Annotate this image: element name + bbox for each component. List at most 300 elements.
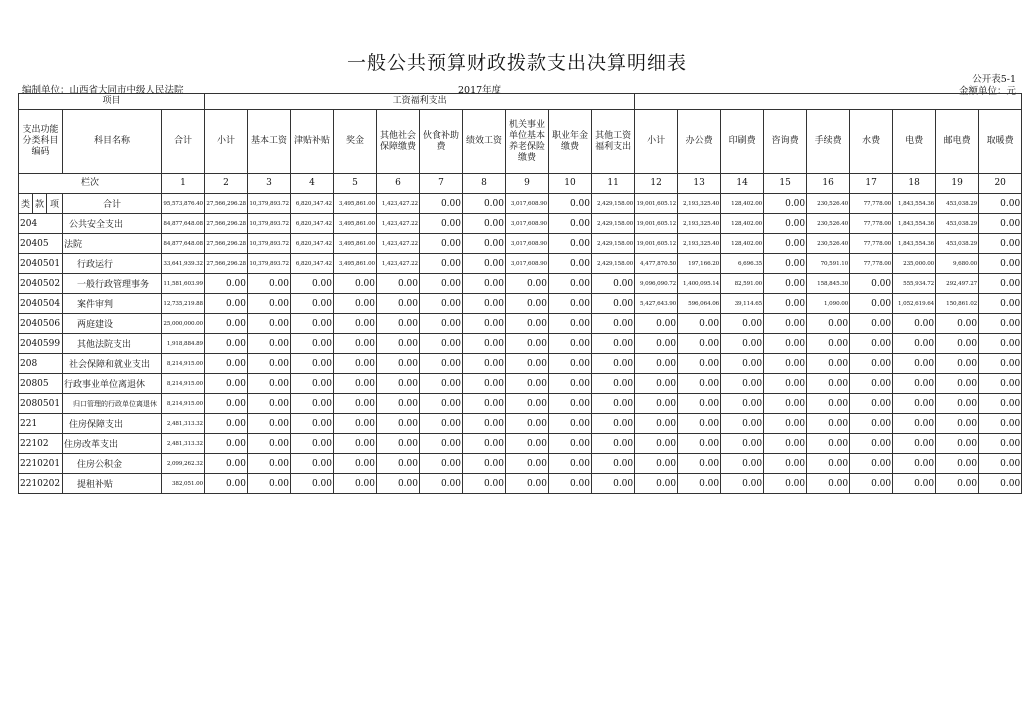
- amount-cell: 0.00: [979, 294, 1022, 314]
- amount-cell: 0.00: [248, 274, 291, 294]
- amount-cell: 0.00: [592, 274, 635, 294]
- amount-cell: 0.00: [850, 334, 893, 354]
- amount-cell: 77,778.00: [850, 234, 893, 254]
- subject-code: 20805: [19, 374, 63, 394]
- amount-cell: 3,017,608.90: [506, 194, 549, 214]
- col-number-13: 13: [678, 174, 721, 194]
- amount-cell: 230,526.40: [807, 234, 850, 254]
- amount-cell: 0.00: [850, 274, 893, 294]
- amount-cell: 0.00: [549, 474, 592, 494]
- amount-cell: 0.00: [979, 374, 1022, 394]
- amount-cell: 0.00: [979, 334, 1022, 354]
- subject-code: 22102: [19, 434, 63, 454]
- amount-cell: 382,051.00: [162, 474, 205, 494]
- amount-cell: 0.00: [592, 434, 635, 454]
- amount-cell: 0.00: [420, 294, 463, 314]
- amount-cell: 8,214,915.00: [162, 354, 205, 374]
- amount-cell: 453,038.29: [936, 234, 979, 254]
- header-col-5: 奖金: [334, 110, 377, 174]
- col-number-19: 19: [936, 174, 979, 194]
- amount-cell: 19,001,605.12: [635, 234, 678, 254]
- amount-cell: 77,778.00: [850, 254, 893, 274]
- subject-code: 2040504: [19, 294, 63, 314]
- col-number-10: 10: [549, 174, 592, 194]
- subject-name: 提租补贴: [63, 474, 162, 494]
- amount-cell: 0.00: [463, 274, 506, 294]
- amount-cell: 0.00: [979, 254, 1022, 274]
- amount-cell: 0.00: [463, 474, 506, 494]
- subject-code: 2040506: [19, 314, 63, 334]
- amount-cell: 1,843,554.36: [893, 194, 936, 214]
- header-subject-name: 科目名称: [63, 110, 162, 174]
- amount-cell: 0.00: [936, 454, 979, 474]
- subject-name: 住房保障支出: [63, 414, 162, 434]
- amount-cell: 0.00: [506, 394, 549, 414]
- amount-cell: 0.00: [291, 454, 334, 474]
- header-col-12: 小计: [635, 110, 678, 174]
- amount-cell: 0.00: [506, 474, 549, 494]
- amount-cell: 1,423,427.22: [377, 254, 420, 274]
- amount-cell: 0.00: [764, 474, 807, 494]
- header-welfare-group: 工资福利支出: [205, 94, 635, 110]
- amount-cell: 0.00: [979, 214, 1022, 234]
- amount-cell: 0.00: [420, 334, 463, 354]
- amount-cell: 0.00: [205, 454, 248, 474]
- col-number-2: 2: [205, 174, 248, 194]
- amount-cell: 4,477,870.50: [635, 254, 678, 274]
- amount-cell: 0.00: [463, 374, 506, 394]
- table-row: [19, 214, 1022, 234]
- amount-cell: 0.00: [248, 414, 291, 434]
- subject-name: 案件审判: [63, 294, 162, 314]
- table-row: [19, 254, 1022, 274]
- amount-cell: 0.00: [506, 274, 549, 294]
- amount-cell: 0.00: [420, 354, 463, 374]
- amount-cell: 27,566,296.28: [205, 234, 248, 254]
- amount-cell: 1,090.00: [807, 294, 850, 314]
- fiscal-year: 2017年度: [458, 85, 502, 96]
- amount-cell: 0.00: [721, 314, 764, 334]
- amount-cell: 0.00: [549, 274, 592, 294]
- amount-cell: 0.00: [334, 294, 377, 314]
- amount-cell: 0.00: [506, 434, 549, 454]
- amount-cell: 0.00: [205, 474, 248, 494]
- amount-cell: 0.00: [549, 374, 592, 394]
- amount-cell: 1,400,095.14: [678, 274, 721, 294]
- amount-cell: 0.00: [205, 394, 248, 414]
- amount-cell: 0.00: [592, 414, 635, 434]
- amount-cell: 0.00: [936, 434, 979, 454]
- amount-cell: 0.00: [936, 414, 979, 434]
- amount-cell: 0.00: [592, 474, 635, 494]
- amount-cell: 0.00: [506, 294, 549, 314]
- amount-cell: 84,877,648.08: [162, 234, 205, 254]
- table-row: [19, 474, 1022, 494]
- subject-code: 2040502: [19, 274, 63, 294]
- header-col-6: 其他社会保障缴费: [377, 110, 420, 174]
- amount-cell: 555,934.72: [893, 274, 936, 294]
- amount-cell: 0.00: [850, 314, 893, 334]
- amount-cell: 0.00: [764, 194, 807, 214]
- amount-cell: 0.00: [291, 434, 334, 454]
- subject-name: 归口管理的行政单位离退休: [63, 394, 162, 414]
- amount-cell: 0.00: [979, 454, 1022, 474]
- amount-cell: 0.00: [549, 334, 592, 354]
- amount-cell: 0.00: [807, 414, 850, 434]
- amount-cell: 5,427,643.90: [635, 294, 678, 314]
- amount-cell: 0.00: [420, 394, 463, 414]
- amount-cell: 1,052,619.64: [893, 294, 936, 314]
- amount-cell: 0.00: [248, 434, 291, 454]
- table-row: [19, 274, 1022, 294]
- amount-cell: 2,481,313.32: [162, 414, 205, 434]
- amount-cell: 0.00: [635, 354, 678, 374]
- amount-cell: 0.00: [764, 354, 807, 374]
- amount-cell: 0.00: [205, 434, 248, 454]
- amount-cell: 0.00: [979, 274, 1022, 294]
- amount-cell: 0.00: [850, 474, 893, 494]
- amount-cell: 0.00: [334, 334, 377, 354]
- amount-cell: 0.00: [764, 294, 807, 314]
- amount-cell: 19,001,605.12: [635, 214, 678, 234]
- amount-cell: 1,843,554.36: [893, 234, 936, 254]
- amount-cell: 0.00: [291, 414, 334, 434]
- col-number-12: 12: [635, 174, 678, 194]
- header-col-11: 其他工资福利支出: [592, 110, 635, 174]
- amount-cell: 0.00: [850, 374, 893, 394]
- header-col-16: 手续费: [807, 110, 850, 174]
- amount-cell: 0.00: [592, 454, 635, 474]
- amount-cell: 0.00: [377, 374, 420, 394]
- amount-cell: 0.00: [721, 454, 764, 474]
- header-blank-group: [635, 94, 1022, 110]
- amount-cell: 0.00: [635, 434, 678, 454]
- amount-cell: 0.00: [420, 314, 463, 334]
- subject-name: 两庭建设: [63, 314, 162, 334]
- subject-code: 208: [19, 354, 63, 374]
- amount-cell: 0.00: [979, 434, 1022, 454]
- col-number-7: 7: [420, 174, 463, 194]
- amount-cell: 0.00: [506, 354, 549, 374]
- amount-cell: 0.00: [291, 394, 334, 414]
- amount-cell: 0.00: [205, 334, 248, 354]
- subject-name: 住房改革支出: [63, 434, 162, 454]
- subject-code: 2210202: [19, 474, 63, 494]
- table-row: [19, 414, 1022, 434]
- amount-cell: 0.00: [334, 374, 377, 394]
- amount-cell: 0.00: [549, 414, 592, 434]
- amount-cell: 0.00: [678, 314, 721, 334]
- amount-cell: 0.00: [936, 474, 979, 494]
- amount-cell: 0.00: [721, 334, 764, 354]
- header-col-7: 伙食补助费: [420, 110, 463, 174]
- amount-cell: 0.00: [592, 354, 635, 374]
- amount-cell: 2,193,325.40: [678, 234, 721, 254]
- amount-cell: 0.00: [678, 394, 721, 414]
- amount-cell: 0.00: [893, 454, 936, 474]
- col-number-6: 6: [377, 174, 420, 194]
- amount-cell: 0.00: [807, 454, 850, 474]
- header-col-19: 邮电费: [936, 110, 979, 174]
- amount-cell: 0.00: [764, 394, 807, 414]
- amount-cell: 0.00: [334, 314, 377, 334]
- amount-cell: 0.00: [764, 214, 807, 234]
- amount-cell: 0.00: [721, 394, 764, 414]
- header-col-14: 印刷费: [721, 110, 764, 174]
- expenditure-detail-table: [18, 93, 1022, 494]
- amount-cell: 0.00: [334, 354, 377, 374]
- subject-name: 其他法院支出: [63, 334, 162, 354]
- table-row: [19, 454, 1022, 474]
- report-title: 一般公共预算财政拨款支出决算明细表: [346, 52, 687, 74]
- amount-cell: 0.00: [377, 294, 420, 314]
- amount-cell: 0.00: [377, 314, 420, 334]
- amount-cell: 0.00: [463, 314, 506, 334]
- compiling-unit: 编制单位：山西省大同市中级人民法院: [22, 85, 184, 96]
- amount-cell: 0.00: [721, 374, 764, 394]
- subject-name: 行政事业单位离退休: [63, 374, 162, 394]
- subject-code: 20405: [19, 234, 63, 254]
- amount-cell: 128,402.00: [721, 194, 764, 214]
- amount-cell: 0.00: [592, 314, 635, 334]
- amount-cell: 0.00: [334, 274, 377, 294]
- amount-cell: 2,099,262.32: [162, 454, 205, 474]
- amount-cell: 453,038.29: [936, 214, 979, 234]
- amount-cell: 0.00: [678, 354, 721, 374]
- amount-cell: 0.00: [248, 314, 291, 334]
- amount-cell: 10,379,893.72: [248, 214, 291, 234]
- header-col-18: 电费: [893, 110, 936, 174]
- amount-cell: 230,526.40: [807, 214, 850, 234]
- amount-cell: 2,429,158.00: [592, 234, 635, 254]
- amount-cell: 25,000,000.00: [162, 314, 205, 334]
- amount-cell: 0.00: [893, 414, 936, 434]
- amount-cell: 0.00: [463, 354, 506, 374]
- amount-cell: 1,423,427.22: [377, 194, 420, 214]
- table-row: [19, 374, 1022, 394]
- amount-cell: 0.00: [248, 454, 291, 474]
- amount-cell: 3,017,608.90: [506, 214, 549, 234]
- amount-cell: 0.00: [936, 394, 979, 414]
- amount-cell: 0.00: [807, 474, 850, 494]
- amount-cell: 0.00: [893, 314, 936, 334]
- amount-cell: 292,497.27: [936, 274, 979, 294]
- amount-cell: 27,566,296.28: [205, 194, 248, 214]
- amount-cell: 0.00: [936, 334, 979, 354]
- subject-name: 公共安全支出: [63, 214, 162, 234]
- amount-cell: 0.00: [635, 454, 678, 474]
- amount-cell: 0.00: [205, 274, 248, 294]
- amount-cell: 0.00: [721, 434, 764, 454]
- amount-cell: 2,429,158.00: [592, 214, 635, 234]
- amount-cell: 0.00: [764, 374, 807, 394]
- amount-cell: 3,495,861.00: [334, 254, 377, 274]
- amount-cell: 0.00: [291, 474, 334, 494]
- amount-cell: 0.00: [635, 314, 678, 334]
- amount-cell: 0.00: [377, 434, 420, 454]
- header-col-8: 绩效工资: [463, 110, 506, 174]
- amount-cell: 0.00: [850, 294, 893, 314]
- amount-unit: 金额单位：元: [958, 86, 1016, 97]
- amount-cell: 0.00: [893, 394, 936, 414]
- amount-cell: 77,778.00: [850, 194, 893, 214]
- col-number-8: 8: [463, 174, 506, 194]
- amount-cell: 0.00: [721, 414, 764, 434]
- amount-cell: 0.00: [635, 334, 678, 354]
- amount-cell: 0.00: [807, 334, 850, 354]
- table-row: [19, 334, 1022, 354]
- amount-cell: 0.00: [377, 354, 420, 374]
- amount-cell: 0.00: [377, 334, 420, 354]
- header-col-3: 基本工资: [248, 110, 291, 174]
- amount-cell: 0.00: [678, 414, 721, 434]
- amount-cell: 128,402.00: [721, 214, 764, 234]
- amount-cell: 0.00: [205, 294, 248, 314]
- header-xiangmu: 项目: [19, 94, 205, 110]
- amount-cell: 0.00: [764, 434, 807, 454]
- amount-cell: 9,096,090.72: [635, 274, 678, 294]
- header-col-9: 机关事业单位基本养老保险缴费: [506, 110, 549, 174]
- header-col-17: 水费: [850, 110, 893, 174]
- subject-code: 204: [19, 214, 63, 234]
- amount-cell: 8,214,915.00: [162, 394, 205, 414]
- subject-name: 一般行政管理事务: [63, 274, 162, 294]
- amount-cell: 0.00: [678, 334, 721, 354]
- amount-cell: 2,429,158.00: [592, 254, 635, 274]
- amount-cell: 0.00: [420, 434, 463, 454]
- amount-cell: 0.00: [678, 374, 721, 394]
- amount-cell: 2,481,313.32: [162, 434, 205, 454]
- amount-cell: 0.00: [979, 234, 1022, 254]
- amount-cell: 0.00: [506, 414, 549, 434]
- col-number-17: 17: [850, 174, 893, 194]
- amount-cell: 0.00: [549, 394, 592, 414]
- amount-cell: 0.00: [291, 334, 334, 354]
- amount-cell: 77,778.00: [850, 214, 893, 234]
- lei-label: 类: [19, 194, 33, 214]
- subject-name: 住房公积金: [63, 454, 162, 474]
- header-col-2: 小计: [205, 110, 248, 174]
- amount-cell: 0.00: [377, 394, 420, 414]
- amount-cell: 0.00: [549, 214, 592, 234]
- amount-cell: 0.00: [463, 194, 506, 214]
- amount-cell: 0.00: [764, 254, 807, 274]
- subject-code: 2040501: [19, 254, 63, 274]
- amount-cell: 0.00: [420, 374, 463, 394]
- table-row: [19, 434, 1022, 454]
- amount-cell: 6,696.35: [721, 254, 764, 274]
- amount-cell: 0.00: [678, 454, 721, 474]
- amount-cell: 0.00: [248, 374, 291, 394]
- form-code: 公开表5-1: [972, 74, 1016, 85]
- amount-cell: 0.00: [807, 374, 850, 394]
- xiang-label: 项: [47, 194, 63, 214]
- amount-cell: 0.00: [420, 254, 463, 274]
- amount-cell: 3,017,608.90: [506, 254, 549, 274]
- amount-cell: 0.00: [291, 374, 334, 394]
- amount-cell: 0.00: [506, 454, 549, 474]
- amount-cell: 2,429,158.00: [592, 194, 635, 214]
- col-number-5: 5: [334, 174, 377, 194]
- amount-cell: 0.00: [248, 394, 291, 414]
- col-number-4: 4: [291, 174, 334, 194]
- kuan-label: 款: [33, 194, 47, 214]
- subject-name: 行政运行: [63, 254, 162, 274]
- amount-cell: 0.00: [764, 414, 807, 434]
- amount-cell: 10,379,893.72: [248, 194, 291, 214]
- amount-cell: 0.00: [893, 434, 936, 454]
- amount-cell: 0.00: [936, 314, 979, 334]
- amount-cell: 0.00: [377, 274, 420, 294]
- amount-cell: 27,566,296.28: [205, 254, 248, 274]
- amount-cell: 0.00: [248, 354, 291, 374]
- amount-cell: 0.00: [549, 314, 592, 334]
- amount-cell: 70,591.10: [807, 254, 850, 274]
- amount-cell: 453,038.29: [936, 194, 979, 214]
- amount-cell: 0.00: [850, 394, 893, 414]
- amount-cell: 11,581,603.99: [162, 274, 205, 294]
- amount-cell: 0.00: [205, 374, 248, 394]
- subject-name: 社会保障和就业支出: [63, 354, 162, 374]
- amount-cell: 0.00: [721, 354, 764, 374]
- amount-cell: 0.00: [463, 434, 506, 454]
- col-number-16: 16: [807, 174, 850, 194]
- amount-cell: 1,423,427.22: [377, 214, 420, 234]
- amount-cell: 0.00: [248, 474, 291, 494]
- amount-cell: 596,064.06: [678, 294, 721, 314]
- amount-cell: 1,423,427.22: [377, 234, 420, 254]
- amount-cell: 12,735,219.88: [162, 294, 205, 314]
- amount-cell: 0.00: [420, 214, 463, 234]
- amount-cell: 0.00: [334, 434, 377, 454]
- amount-cell: 0.00: [291, 274, 334, 294]
- amount-cell: 0.00: [592, 334, 635, 354]
- amount-cell: 0.00: [764, 274, 807, 294]
- amount-cell: 0.00: [463, 214, 506, 234]
- amount-cell: 230,526.40: [807, 194, 850, 214]
- amount-cell: 0.00: [334, 394, 377, 414]
- amount-cell: 0.00: [764, 314, 807, 334]
- col-number-11: 11: [592, 174, 635, 194]
- subject-code: 2040599: [19, 334, 63, 354]
- header-total: 合计: [162, 110, 205, 174]
- amount-cell: 0.00: [463, 394, 506, 414]
- amount-cell: 1,918,884.89: [162, 334, 205, 354]
- amount-cell: 0.00: [979, 354, 1022, 374]
- amount-cell: 0.00: [807, 394, 850, 414]
- amount-cell: 0.00: [850, 434, 893, 454]
- amount-cell: 19,001,605.12: [635, 194, 678, 214]
- amount-cell: 3,017,608.90: [506, 234, 549, 254]
- header-lanci: 栏次: [19, 174, 162, 194]
- amount-cell: 6,820,347.42: [291, 254, 334, 274]
- amount-cell: 0.00: [291, 314, 334, 334]
- amount-cell: 0.00: [979, 394, 1022, 414]
- amount-cell: 0.00: [936, 374, 979, 394]
- amount-cell: 0.00: [592, 294, 635, 314]
- amount-cell: 0.00: [420, 414, 463, 434]
- amount-cell: 0.00: [850, 454, 893, 474]
- amount-cell: 0.00: [506, 374, 549, 394]
- subject-code: 2210201: [19, 454, 63, 474]
- amount-cell: 0.00: [463, 334, 506, 354]
- subject-name: 法院: [63, 234, 162, 254]
- amount-cell: 235,000.00: [893, 254, 936, 274]
- amount-cell: 0.00: [635, 474, 678, 494]
- table-row: [19, 314, 1022, 334]
- subject-code: 221: [19, 414, 63, 434]
- amount-cell: 0.00: [248, 334, 291, 354]
